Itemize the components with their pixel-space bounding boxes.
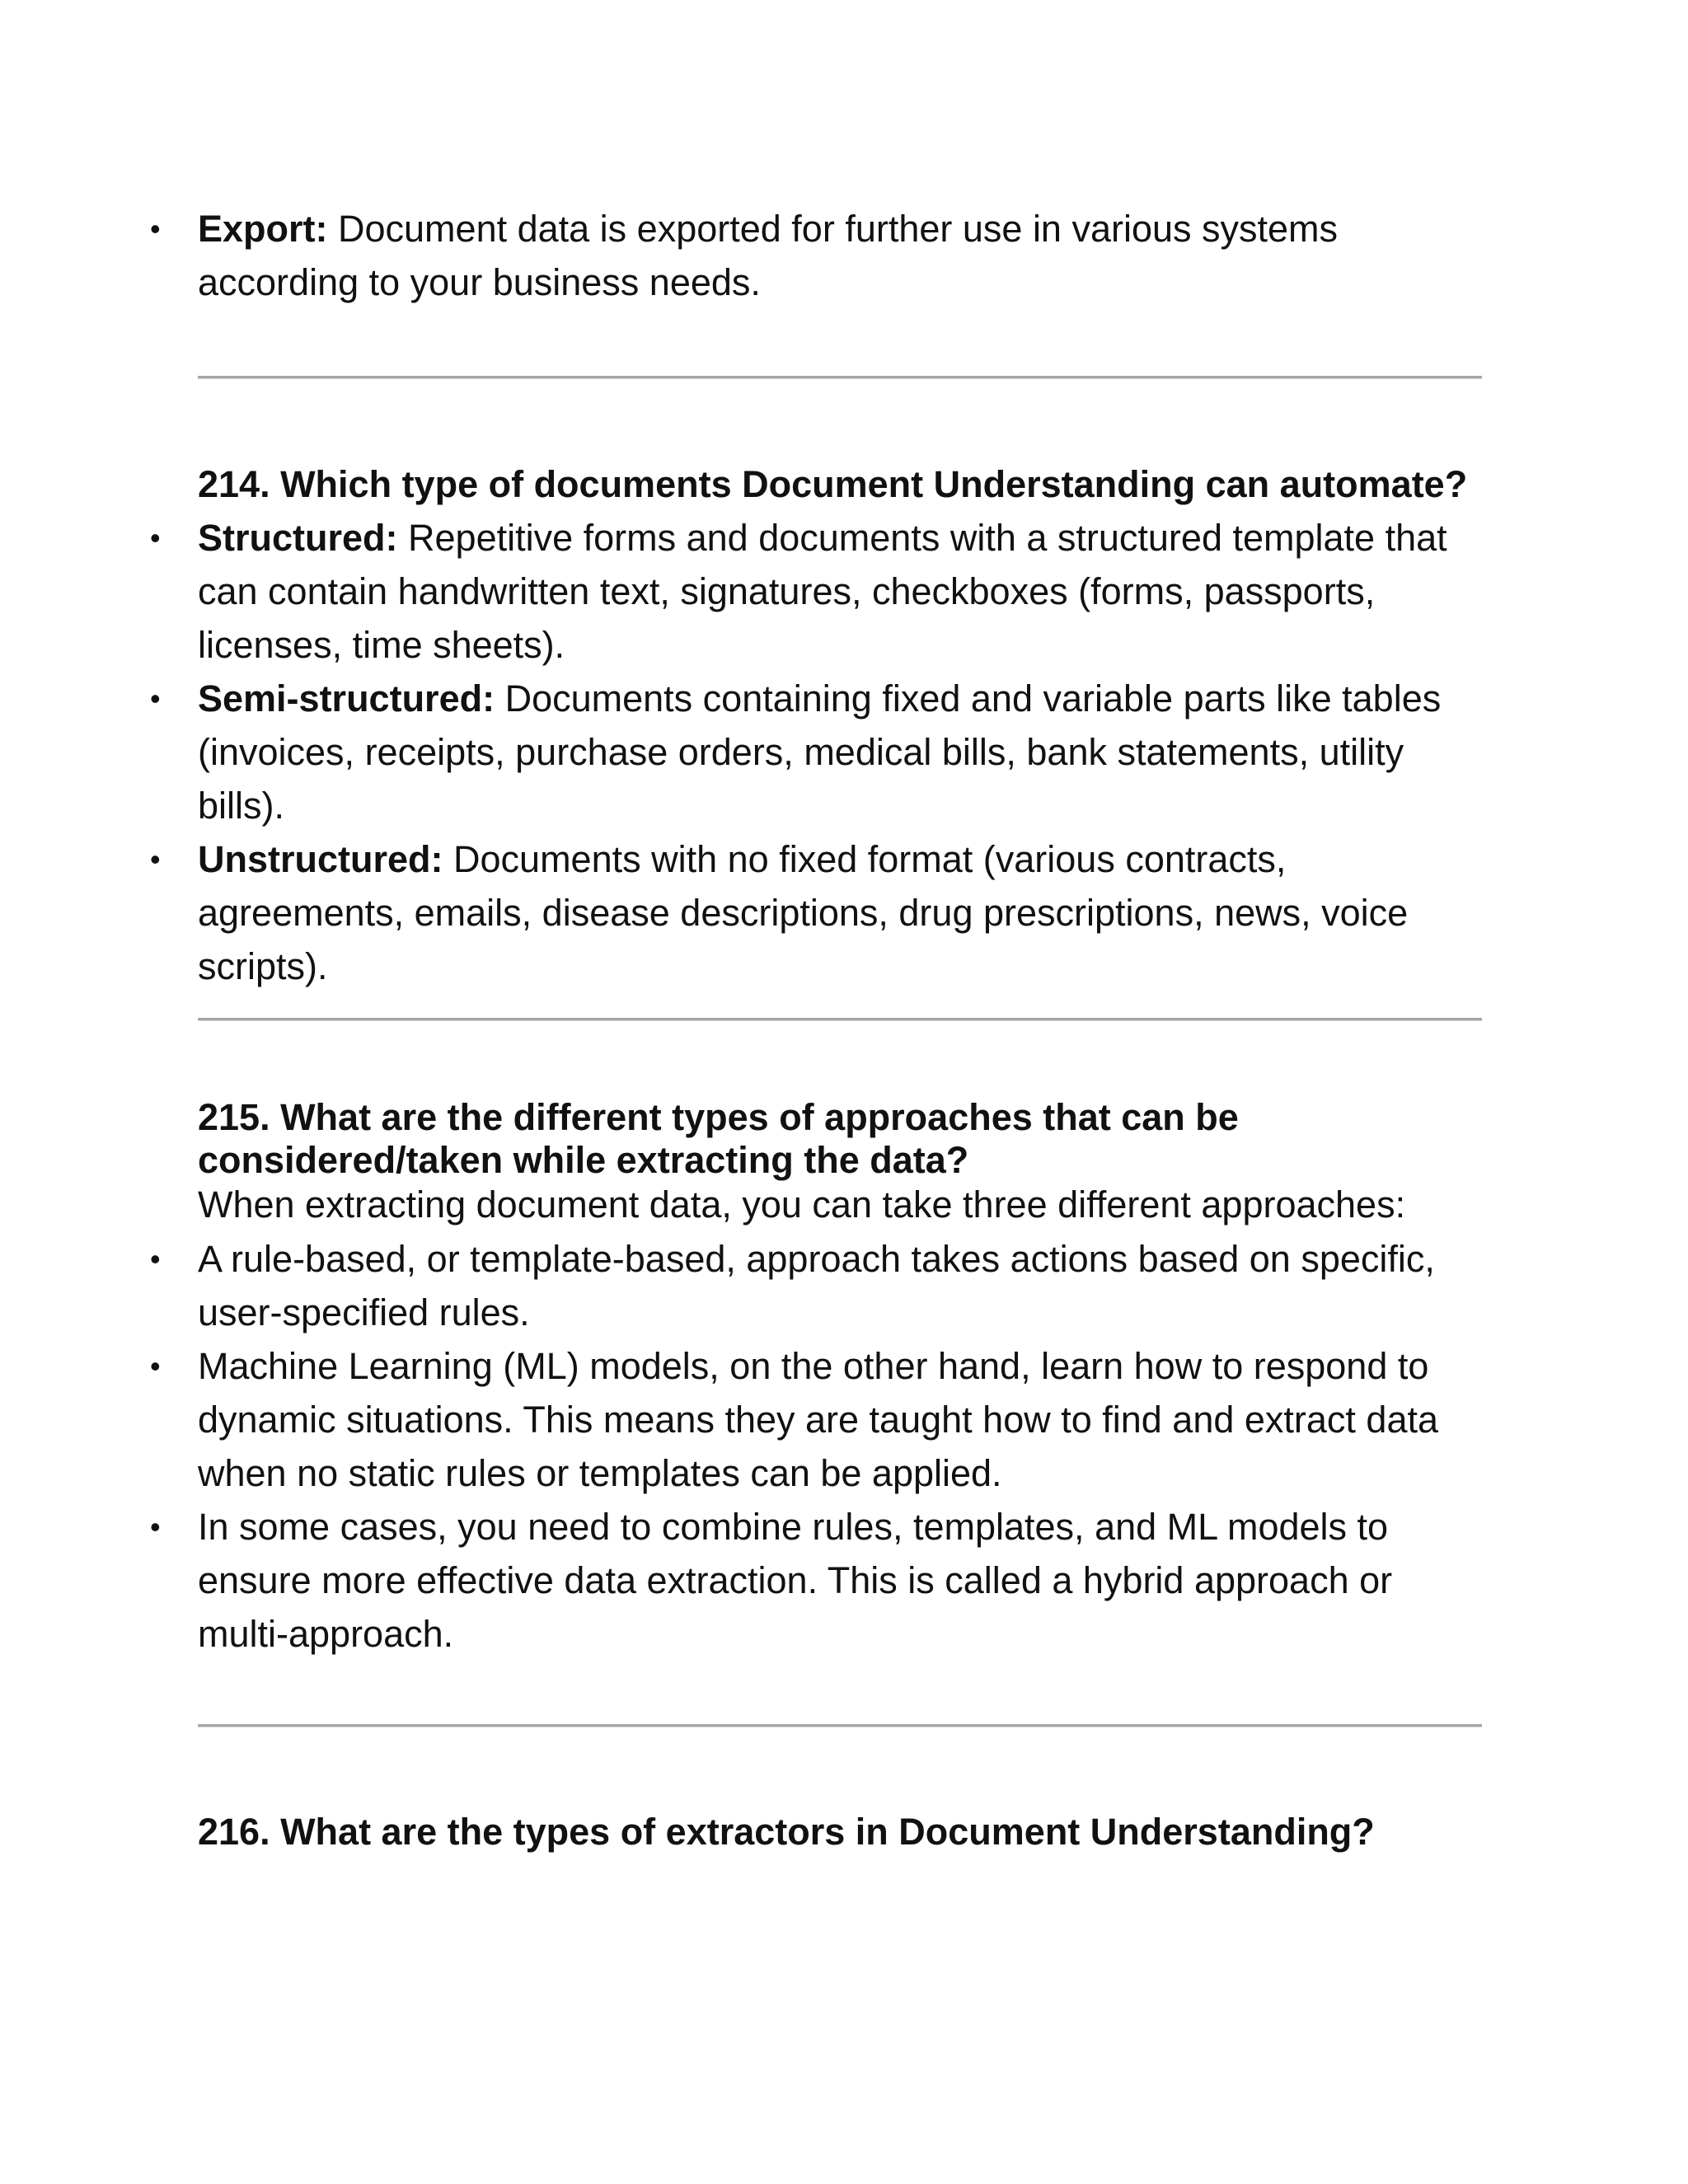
bullet-marker: • [150, 682, 161, 715]
list-item-machine-learning [150, 1339, 1484, 1500]
item-lead: Structured: [198, 517, 398, 559]
item-text: Document data is exported for further use in various systems according to your business needs. [198, 208, 1339, 303]
question-215-heading: 215. What are the different types of approaches that can be considered/taken while extracting the data? [198, 1096, 1239, 1181]
bullet-marker: • [150, 1242, 161, 1276]
item-lead: Semi-structured: [198, 677, 495, 719]
bullet-marker: • [150, 1349, 161, 1383]
item-text: Documents containing fixed and variable parts like tables (invoices, receipts, purchase orders, medical bills, bank statements, utility bills). [198, 677, 1442, 827]
list-item-semi-structured [150, 672, 1484, 832]
export-list-item [150, 202, 1484, 309]
question-215-intro: When extracting document data, you can take three different approaches: [198, 1183, 1406, 1226]
bullet-marker: • [150, 842, 161, 876]
item-text: Machine Learning (ML) models, on the other hand, learn how to respond to dynamic situations. This means they are taught how to find and extract data when no static rules or templates can be applied. [198, 1345, 1439, 1494]
list-item-structured [150, 511, 1484, 672]
section-divider [198, 376, 1482, 379]
list-item-hybrid [150, 1500, 1484, 1661]
item-lead: Unstructured: [198, 838, 443, 880]
bullet-marker: • [150, 1510, 161, 1544]
item-text: In some cases, you need to combine rules, templates, and ML models to ensure more effective data extraction. This is called a hybrid approach or multi-approach. [198, 1506, 1393, 1655]
section-divider [198, 1724, 1482, 1727]
bullet-marker: • [150, 521, 161, 555]
list-item-unstructured [150, 832, 1484, 993]
section-divider [198, 1018, 1482, 1021]
item-text: A rule-based, or template-based, approach takes actions based on specific, user-specified rules. [198, 1238, 1435, 1333]
bullet-marker: • [150, 212, 161, 246]
question-214-heading: 214. Which type of documents Document Understanding can automate? [198, 463, 1468, 505]
question-216-heading: 216. What are the types of extractors in Document Understanding? [198, 1811, 1375, 1853]
item-text: Documents with no fixed format (various contracts, agreements, emails, disease descriptions, drug prescriptions, news, voice scripts). [198, 838, 1409, 987]
item-lead: Export: [198, 208, 328, 250]
item-text: Repetitive forms and documents with a structured template that can contain handwritten text, signatures, checkboxes (forms, passports, licenses, time sheets). [198, 517, 1447, 666]
list-item-rule-based [150, 1232, 1484, 1339]
